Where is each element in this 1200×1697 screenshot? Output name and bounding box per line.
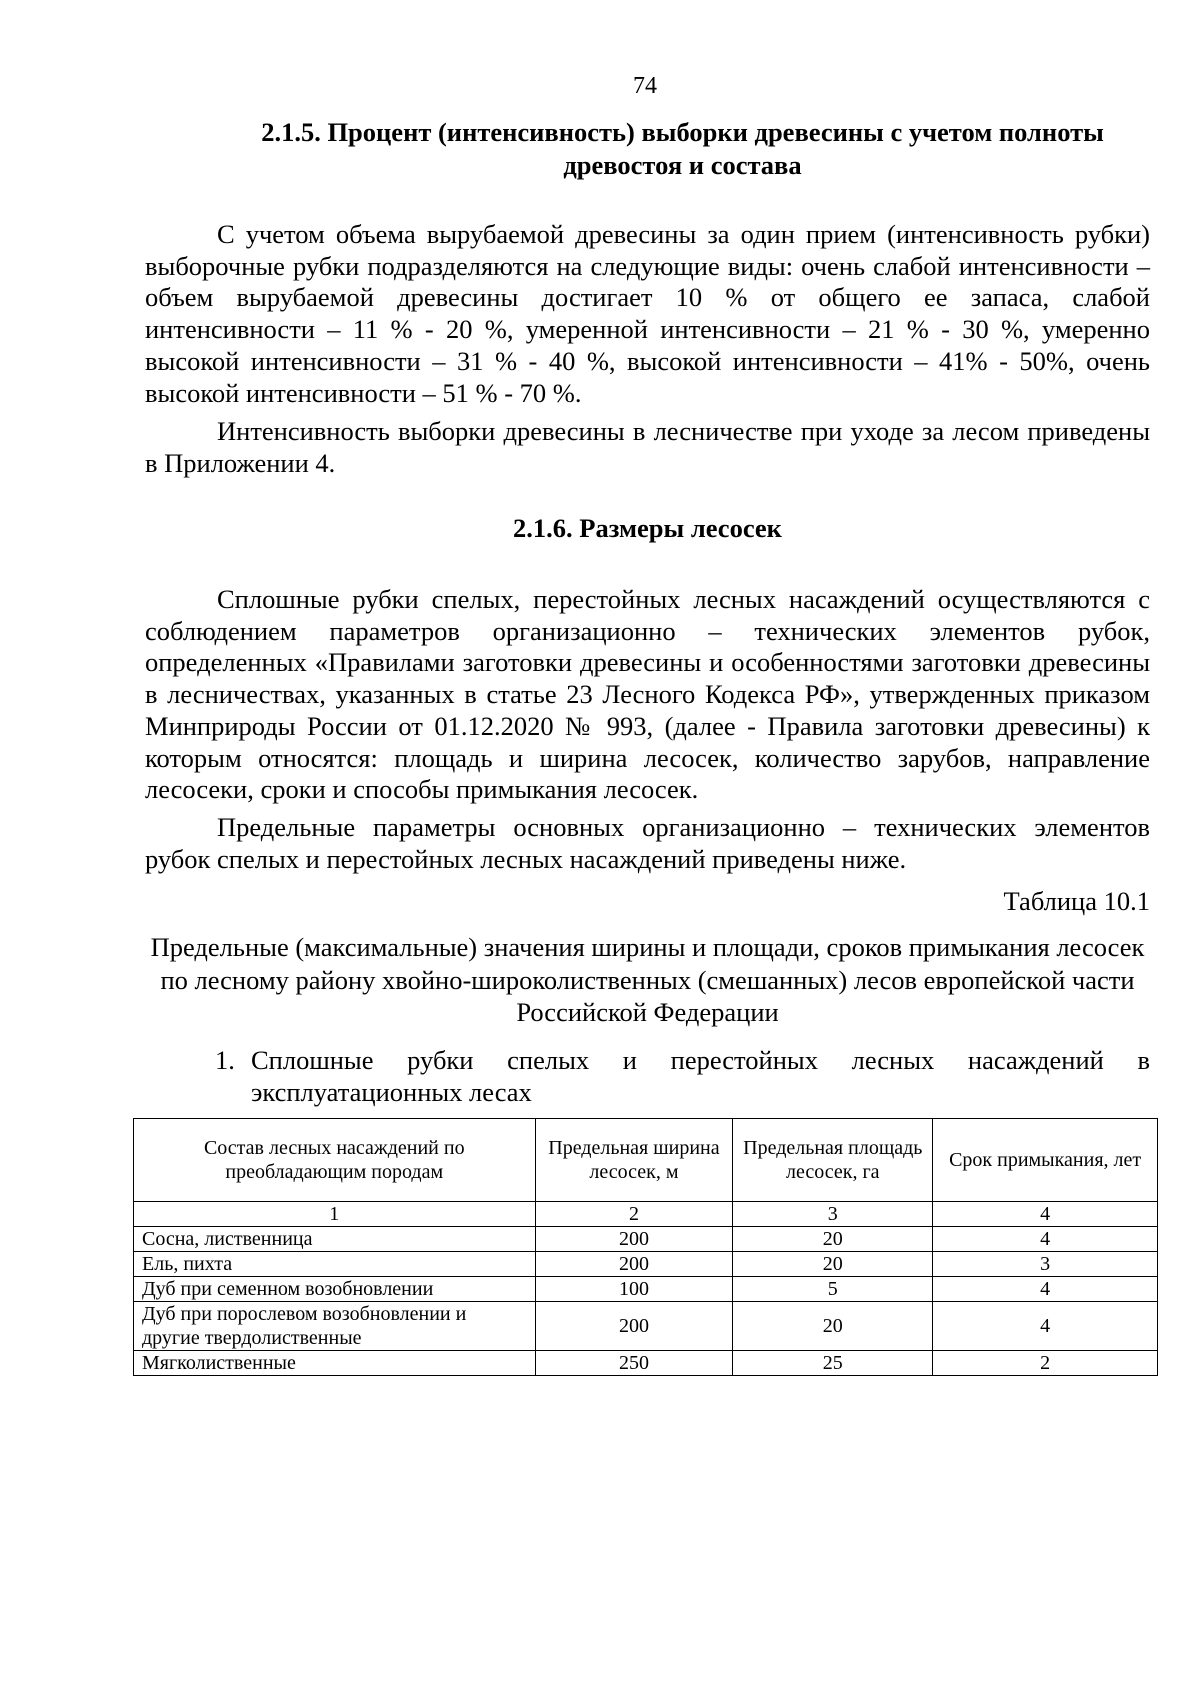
- paragraph-intensity-appendix: Интенсивность выборки древесины в лесничестве при уходе за лесом приведены в Приложении 4.: [145, 416, 1150, 478]
- cutting-area-limits-table: [133, 1118, 1158, 1376]
- list-item-line-2: эксплуатационных лесах: [251, 1077, 532, 1107]
- table-cell-period: 4: [933, 1302, 1158, 1351]
- page-number: 74: [633, 73, 657, 99]
- table-cell-composition: Сосна, лиственница: [134, 1227, 536, 1252]
- table-cell-period: 4: [933, 1277, 1158, 1302]
- column-number: 1: [134, 1202, 536, 1227]
- table-cell-width: 200: [535, 1302, 733, 1351]
- list-item-line-1: Сплошные рубки спелых и перестойных лесных насаждений в: [251, 1045, 1150, 1075]
- paragraph-clear-cutting: Сплошные рубки спелых, перестойных лесных насаждений осуществляются с соблюдением параметров организационно – технических элементов рубок, определенных «Правилами заготовки древесины и особенностями заготовки древесины в лесничествах, указанных в статье 23 Лесного Кодекса РФ», утвержденных приказом Минприроды России от 01.12.2020 № 993, (далее - Правила заготовки древесины) к которым относятся: площадь и ширина лесосек, количество зарубов, направление лесосеки, сроки и способы примыкания лесосек.: [145, 584, 1150, 805]
- table-cell-composition: Ель, пихта: [134, 1252, 536, 1277]
- header-composition: Состав лесных насаждений по преобладающим породам: [134, 1119, 536, 1202]
- section-heading-2-1-6: 2.1.6. Размеры лесосек: [513, 513, 782, 543]
- table-cell-area: 5: [733, 1277, 933, 1302]
- table-cell-period: 3: [933, 1252, 1158, 1277]
- table-cell-area: 25: [733, 1351, 933, 1376]
- paragraph-limit-parameters: Предельные параметры основных организационно – технических элементов рубок спелых и перестойных лесных насаждений приведены ниже.: [145, 812, 1150, 874]
- table-cell-width: 200: [535, 1227, 733, 1252]
- section-heading-2-1-5: 2.1.5. Процент (интенсивность) выборки древесины с учетом полноты древостоя и состава: [261, 117, 1104, 180]
- table-row: [134, 1227, 1158, 1252]
- table-cell-width: 250: [535, 1351, 733, 1376]
- table-cell-area: 20: [733, 1227, 933, 1252]
- table-row: [134, 1252, 1158, 1277]
- table-cell-area: 20: [733, 1302, 933, 1351]
- table-header-row: [134, 1119, 1158, 1202]
- paragraph-intensity-types: С учетом объема вырубаемой древесины за один прием (интенсивность рубки) выборочные рубки подразделяются на следующие виды: очень слабой интенсивности – объем вырубаемой древесины достигает 10 % от общего ее запаса, слабой интенсивности – 11 % - 20 %, умеренной интенсивности – 21 % - 30 %, умеренно высокой интенсивности – 31 % - 40 %, высокой интенсивности – 41% - 50%, очень высокой интенсивности – 51 % - 70 %.: [145, 219, 1150, 408]
- header-width: Предельная ширина лесосек, м: [535, 1119, 733, 1202]
- list-item-number: 1.: [215, 1045, 235, 1075]
- table-cell-composition: Дуб при порослевом возобновлении и другие твердолиственные: [134, 1302, 536, 1351]
- header-adjacency-period: Срок примыкания, лет: [933, 1119, 1158, 1202]
- table-number: Таблица 10.1: [1003, 886, 1150, 916]
- table-cell-composition: Дуб при семенном возобновлении: [134, 1277, 536, 1302]
- list-item-text: [251, 1044, 1150, 1108]
- column-number: 2: [535, 1202, 733, 1227]
- table-cell-width: 200: [535, 1252, 733, 1277]
- table-cell-area: 20: [733, 1252, 933, 1277]
- table-cell-period: 2: [933, 1351, 1158, 1376]
- header-area: Предельная площадь лесосек, га: [733, 1119, 933, 1202]
- table-column-numbers-row: [134, 1202, 1158, 1227]
- column-number: 3: [733, 1202, 933, 1227]
- table-row: [134, 1302, 1158, 1351]
- table-cell-width: 100: [535, 1277, 733, 1302]
- list-item-clear-cuttings: [215, 1044, 1150, 1108]
- column-number: 4: [933, 1202, 1158, 1227]
- table-row: [134, 1277, 1158, 1302]
- table-cell-period: 4: [933, 1227, 1158, 1252]
- table-caption: Предельные (максимальные) значения ширины и площади, сроков примыкания лесосек по лесному району хвойно-широколиственных (смешанных) лесов европейской части Российской Федерации: [150, 932, 1145, 1027]
- table-row: [134, 1351, 1158, 1376]
- table-cell-composition: Мягколиственные: [134, 1351, 536, 1376]
